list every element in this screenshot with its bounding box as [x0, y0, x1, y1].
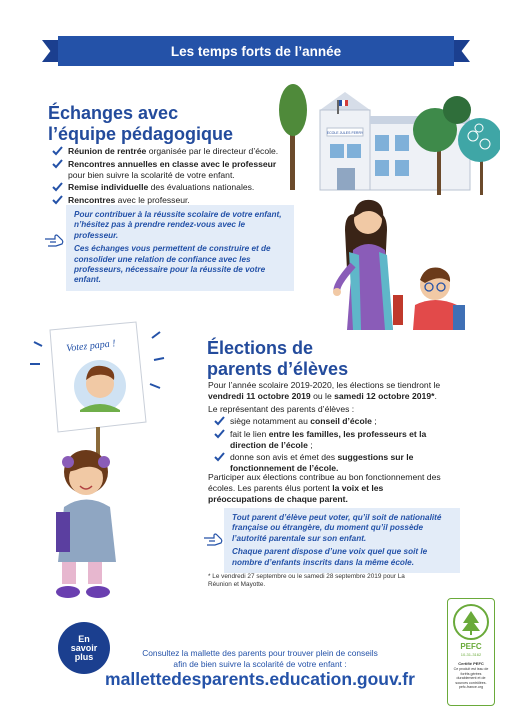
intro-text: Pour l’année scolaire 2019-2020, les élections se tiendront le [208, 380, 441, 390]
check-icon [52, 159, 63, 169]
badge-line: savoir [70, 642, 98, 653]
info-paragraph: Chaque parent dispose d’une voix quel que soit le nombre d’enfants inscrits dans la même école. [232, 547, 428, 567]
list-item-text: fait le lien [230, 428, 269, 439]
list-item [214, 452, 444, 474]
list-item [52, 146, 292, 157]
list-item-text: donne son avis et émet des [230, 452, 338, 463]
section-1-info-box [66, 205, 294, 291]
list-item [52, 159, 292, 181]
check-icon [52, 195, 63, 205]
pointing-hand-icon [44, 233, 66, 247]
sign-text: Votez papa ! [65, 338, 117, 355]
participate-bold: la voix et les préoccupations de chaque parent. [208, 482, 384, 504]
election-date-1: vendredi 11 octobre 2019 [208, 390, 311, 401]
check-icon [214, 416, 225, 426]
consult-text [110, 648, 410, 669]
intro-text: . [434, 390, 437, 401]
school-family-illustration [275, 80, 500, 330]
representative-label: Le représentant des parents d’élèves : [208, 404, 355, 414]
info-paragraph: Pour contribuer à la réussite scolaire de votre enfant, n’hésitez pas à prendre rendez-vous avec le professeur. [74, 210, 282, 240]
check-icon [214, 452, 225, 462]
check-icon [214, 429, 225, 439]
section-1-title [48, 103, 233, 145]
list-item-bold: entre les familles, les professeurs et la direction de l’école [230, 428, 427, 450]
section-1-title-line-1: Échanges avec [48, 103, 179, 123]
list-item-text: des évaluations nationales. [148, 182, 255, 193]
footnote: * Le vendredi 27 septembre ou le samedi 28 septembre 2019 pour La Réunion et Mayotte. [208, 573, 405, 589]
consult-line: Consultez la mallette des parents pour trouver plein de conseils [142, 648, 378, 658]
participate-text: Participer aux élections contribue au bon fonctionnement des écoles. Les parents élus portent [208, 472, 441, 493]
section-2-title-line-2: parents d’élèves [207, 359, 349, 379]
info-paragraph: Ces échanges vous permettent de construire et de consolider une relation de confiance avec les professeurs, nécessaire pour la réussite de votre enfant. [74, 244, 271, 285]
list-item-bold: Réunion de rentrée [68, 146, 147, 156]
pefc-number: 10-31-3162 [460, 652, 482, 657]
voting-girl-illustration [28, 312, 178, 617]
title-banner [42, 36, 470, 66]
badge-line: plus [74, 651, 94, 662]
pefc-certification-label [447, 598, 495, 706]
consult-line: afin de bien suivre la scolarité de votre enfant : [173, 658, 347, 669]
section-1-checklist [52, 146, 292, 208]
pefc-name: PEFC [460, 642, 482, 651]
banner-body [58, 36, 454, 66]
list-item [52, 182, 292, 193]
school-sign: ECOLE JULES FERRY [326, 131, 364, 135]
pointing-hand-icon [203, 532, 225, 546]
elections-intro [208, 380, 448, 402]
list-item-text: organisée par le directeur d’école. [146, 146, 279, 156]
banner-title: Les temps forts de l’année [170, 43, 342, 59]
list-item [214, 416, 444, 427]
list-item-text: ; [371, 416, 377, 426]
pefc-description: Ce produit est issu de forêts gérées durablement et de sources contrôlées. pefc-france.org [453, 667, 489, 690]
website-link[interactable]: mallettedesparents.education.gouv.fr [105, 669, 415, 689]
section-2-checklist [214, 416, 444, 476]
section-2-title [207, 338, 348, 380]
list-item [214, 429, 444, 451]
election-date-2: samedi 12 octobre 2019* [334, 390, 435, 401]
section-1-title-line-2: l’équipe pédagogique [48, 124, 234, 144]
list-item-text: siège notamment au [230, 416, 311, 426]
check-icon [52, 182, 63, 192]
list-item-bold: conseil d’école [310, 416, 372, 426]
list-item-bold: suggestions sur le fonctionnement de l’école. [230, 452, 414, 474]
list-item-text: pour bien suivre la scolarité de votre enfant. [68, 169, 235, 180]
intro-text: ou le [310, 390, 335, 401]
participate-paragraph [208, 472, 448, 504]
section-2-title-line-1: Élections de [207, 338, 314, 358]
list-item-bold: Remise individuelle [68, 182, 149, 193]
list-item-bold: Rencontres [68, 195, 116, 206]
info-paragraph: Tout parent d’élève peut voter, qu’il soit de nationalité française ou étrangère, du moment qu’il possède l’autorité parentale sur son enfant. [232, 513, 442, 543]
list-item-text: ; [307, 439, 313, 450]
list-item-bold: Rencontres annuelles en classe avec le professeur [68, 158, 277, 169]
pefc-cert: Certifié PEFC [458, 661, 484, 666]
en-savoir-plus-badge [58, 622, 110, 674]
check-icon [52, 146, 63, 156]
pefc-tree-logo-icon [452, 603, 490, 641]
badge-line: En [78, 633, 90, 644]
list-item-text: avec le professeur. [115, 195, 190, 206]
section-2-info-box [224, 508, 460, 573]
